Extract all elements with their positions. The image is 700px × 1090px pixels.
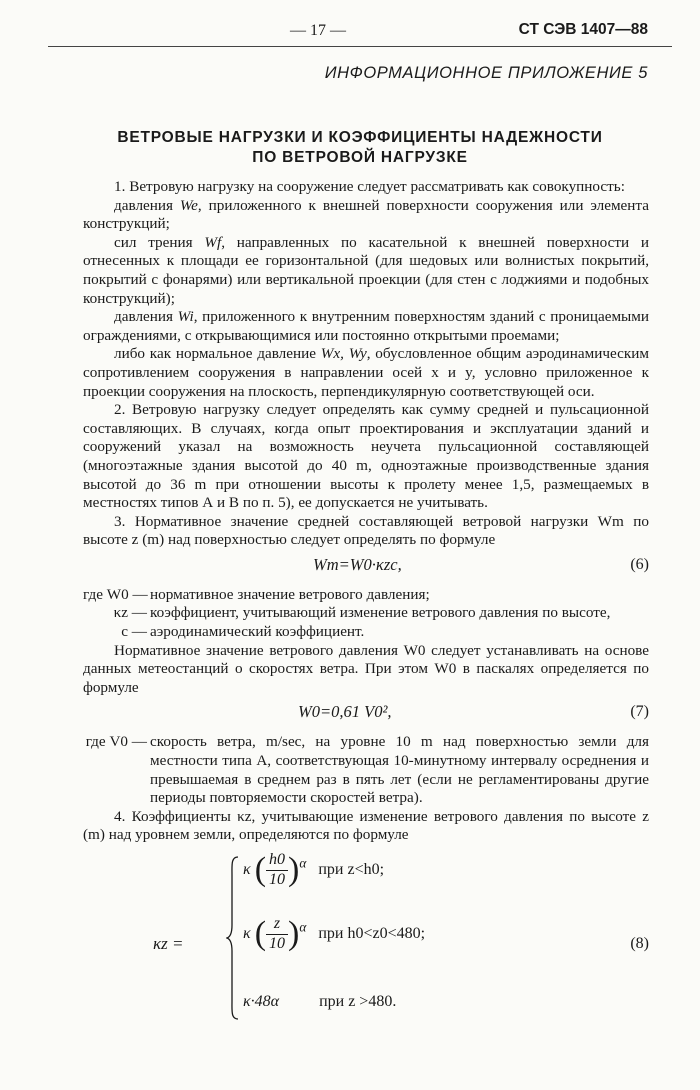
fraction xyxy=(266,915,288,953)
text-run: либо как нормальное давление xyxy=(114,345,321,363)
page-number: — 17 — xyxy=(290,22,346,39)
formula-7 xyxy=(83,697,649,733)
title-line-1: ВЕТРОВЫЕ НАГРУЗКИ И КОЭФФИЦИЕНТЫ НАДЕЖНОСТИ xyxy=(117,129,603,146)
paren-open: ( xyxy=(254,850,267,888)
text-run: сил трения xyxy=(114,233,205,251)
exponent: α xyxy=(299,919,307,935)
definition-row xyxy=(83,604,649,623)
paren-open: ( xyxy=(254,914,267,952)
case-condition: при z<h0; xyxy=(318,860,385,878)
definition-symbol: c — xyxy=(121,623,147,641)
symbol: We xyxy=(179,196,198,214)
text-run: , приложенного к внутренним поверхностям зданий с проницаемыми ограждениями, с открывающимися или постоянно открытыми проемами; xyxy=(83,308,649,344)
definition-symbol: где W0 — xyxy=(83,585,148,603)
symbol: Wi xyxy=(177,308,194,326)
paragraph-2: 2. Ветровую нагрузку следует определять как сумму средней и пульсационной составляющих. В случаях, когда опыт проектирования и эксплуатации зданий и сооружений указал на возможность неучета пульсационной составляющей (многоэтажные здания высотой до 40 m, одноэтажные производственные здания высотой до 36 m при отношении высоты к пролету менее 1,5, размещаемых в местностях типов А и В по п. 5), ее допускается не учитывать. xyxy=(83,401,649,512)
paren-close: ) xyxy=(288,850,300,888)
definition-row xyxy=(83,623,649,642)
text-run: давления xyxy=(114,308,178,326)
formula-8-lhs: κz = xyxy=(153,934,184,953)
text-run: , направленных по касательной к внешней поверхности и отнесенных к площади ее горизонтальной (для шедовых или волнистых покрытий, покрытий с фонарями) или вертикальной проекции (для стен с лоджиями и подобных конструкций); xyxy=(83,233,649,307)
paragraph-1e xyxy=(83,345,649,401)
annex-title: ИНФОРМАЦИОННОЕ ПРИЛОЖЕНИЕ 5 xyxy=(324,64,648,82)
definition-row xyxy=(83,586,649,605)
kappa-symbol: κ xyxy=(243,924,251,942)
fraction-denominator: 10 xyxy=(269,934,286,952)
text-run: давления xyxy=(114,196,180,214)
definition-text: аэродинамический коэффициент. xyxy=(150,623,365,641)
standard-code: СТ СЭВ 1407—88 xyxy=(518,21,648,38)
fraction-numerator: h0 xyxy=(266,851,288,871)
definition-text: нормативное значение ветрового давления; xyxy=(150,585,430,603)
definition-symbol: κz — xyxy=(113,604,147,622)
header-rule xyxy=(48,46,672,47)
formula-8-number: (8) xyxy=(630,935,649,952)
definition-text: скорость ветра, m/sec, на уровне 10 m над поверхностью земли для местности типа А, соответствующая 10-минутному интервалу осреднения и превышаемая в среднем раз в пять лет (если не регламентированы другие периоды повторяемости скоростей ветра). xyxy=(150,733,649,807)
formula-7-number: (7) xyxy=(630,703,649,721)
paragraph-1: 1. Ветровую нагрузку на сооружение следует рассматривать как совокупность: xyxy=(114,178,625,195)
paragraph-5: 4. Коэффициенты κz, учитывающие изменение ветрового давления по высоте z (m) над уровнем земли, определяются по формуле xyxy=(83,807,649,844)
fraction-numerator: z xyxy=(266,915,288,935)
paragraph-4: Нормативное значение ветрового давления W0 следует устанавливать на основе данных метеостанций о скоростях ветра. При этом W0 в паскалях определяется по формуле xyxy=(83,641,649,696)
paragraph-1b xyxy=(83,197,649,234)
case-condition: при h0<z0<480; xyxy=(318,924,426,942)
kappa-symbol: κ xyxy=(243,860,251,878)
paragraph-3: 3. Нормативное значение средней составляющей ветровой нагрузки Wm по высоте z (m) над поверхностью следует определять по формуле xyxy=(83,512,649,549)
definitions-list-2 xyxy=(83,733,649,807)
fraction xyxy=(266,851,288,889)
left-brace-icon xyxy=(226,855,240,1021)
section-title xyxy=(60,128,660,168)
fraction-denominator: 10 xyxy=(269,870,286,888)
text-run: , приложенного к внешней поверхности сооружения или элемента конструкций; xyxy=(83,196,649,233)
definition-symbol: где V0 — xyxy=(85,733,147,751)
formula-6-expression: Wm=W0·κzc, xyxy=(313,554,402,574)
formula-8-case-1 xyxy=(243,851,384,889)
text-run: , обусловленное общим аэродинамическим сопротивлением сооружения в направлении осей x и y, условно приложенное к проекции сооружения на плоскость, перпендикулярную соответствующей оси. xyxy=(83,345,650,400)
formula-8-case-3 xyxy=(243,993,396,1012)
case-expression: κ·48α xyxy=(243,993,280,1010)
paragraph-1c xyxy=(83,234,649,308)
definition-row xyxy=(83,733,649,807)
definition-text: коэффициент, учитывающий изменение ветрового давления по высоте, xyxy=(150,604,611,622)
document-body xyxy=(83,178,649,1037)
symbol: Wf xyxy=(204,233,222,251)
formula-6 xyxy=(83,550,649,586)
paragraph-1d xyxy=(83,308,649,345)
paren-close: ) xyxy=(288,914,300,952)
exponent: α xyxy=(299,855,307,871)
definitions-list-1 xyxy=(83,586,649,642)
formula-7-expression: W0=0,61 V0², xyxy=(298,702,392,722)
formula-8-case-2 xyxy=(243,915,425,953)
case-condition: при z >480. xyxy=(319,993,397,1010)
symbol: Wx, Wy xyxy=(320,345,367,363)
formula-8 xyxy=(83,847,649,1037)
title-line-2: ПО ВЕТРОВОЙ НАГРУЗКЕ xyxy=(252,149,468,166)
formula-6-number: (6) xyxy=(630,555,649,573)
